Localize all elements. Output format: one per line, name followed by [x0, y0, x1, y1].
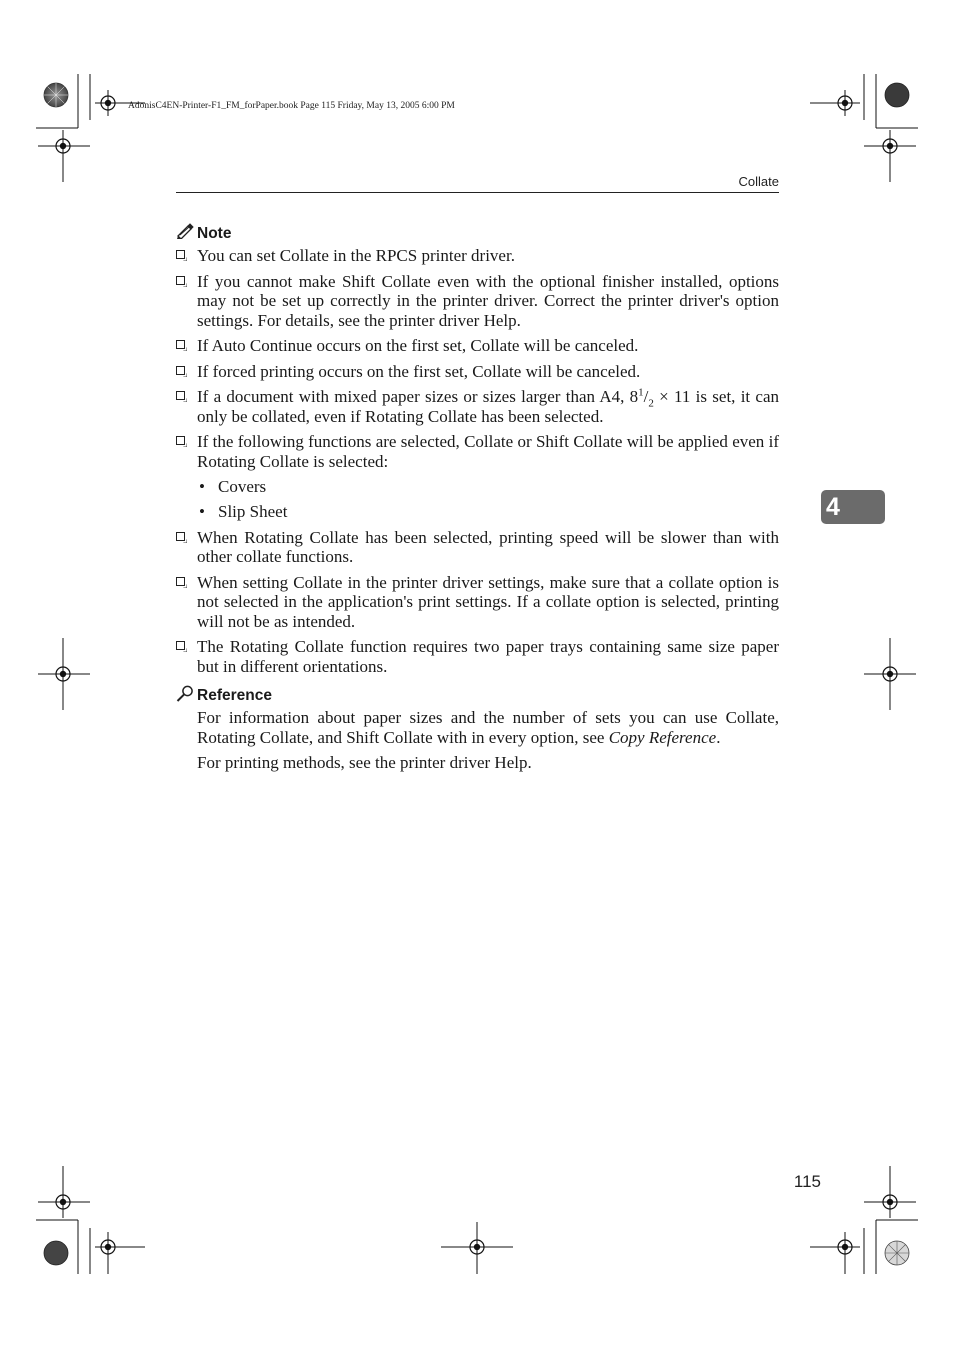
bullet-dot: •: [199, 477, 205, 496]
note-item: When Rotating Collate has been selected, printing speed will be slower than with other collate functions.: [176, 528, 779, 567]
registration-mark-icon: [38, 1166, 90, 1218]
note-item: The Rotating Collate function requires two paper trays containing same size paper but in different orientations.: [176, 637, 779, 676]
note-item: When setting Collate in the printer driver settings, make sure that a collate option is not selected in the application's print settings. If a collate option is selected, printing will not be as intended.: [176, 573, 779, 632]
pencil-icon: [176, 223, 197, 245]
note-item-mixed-sizes: If a document with mixed paper sizes or sizes larger than A4, $8^1/_2 \times 11$ is set, it can only be collated, even if Rotating Collate has been selected.: [176, 387, 779, 426]
note-heading: [176, 222, 779, 246]
checkbox-bullet-icon: [176, 532, 185, 541]
header-rule: [176, 192, 779, 193]
copy-reference-title: Copy Reference: [608, 727, 717, 747]
bullet-dot: •: [199, 502, 205, 521]
registration-mark-icon: [441, 1222, 513, 1274]
color-wheel-icon: [885, 83, 909, 107]
registration-mark-icon: [38, 638, 90, 710]
note-item: If you cannot make Shift Collate even with the optional finisher installed, options may not be set up correctly in the printer driver. Correct the printer driver's option settings. For details, see the printer driver Help.: [176, 272, 779, 331]
color-wheel-icon: [44, 1241, 68, 1265]
registration-mark-icon: [95, 1232, 145, 1274]
registration-mark-icon: [864, 130, 916, 182]
checkbox-bullet-icon: [176, 391, 185, 400]
checkbox-bullet-icon: [176, 577, 185, 586]
registration-mark-icon: [810, 90, 860, 116]
registration-mark-icon: [864, 1166, 916, 1218]
page-number: 115: [793, 1172, 821, 1191]
color-wheel-icon: [44, 83, 68, 107]
note-item: If Auto Continue occurs on the first set, Collate will be canceled.: [176, 336, 779, 356]
note-item: You can set Collate in the RPCS printer driver.: [176, 246, 779, 266]
magnifier-icon: [176, 685, 197, 708]
registration-mark-icon: [38, 130, 90, 182]
reference-paragraph: For information about paper sizes and the number of sets you can use Collate, Rotating Collate, and Shift Collate with in every option, see Copy Reference.: [197, 708, 779, 747]
checkbox-bullet-icon: [176, 276, 185, 285]
checkbox-bullet-icon: [176, 250, 185, 259]
chapter-tab: 4: [821, 490, 885, 524]
function-list: [176, 477, 779, 522]
reference-heading-label: Reference: [197, 687, 272, 705]
reference-heading: [176, 684, 779, 708]
print-slug: AdonisC4EN-Printer-F1_FM_forPaper.book Page 115 Friday, May 13, 2005 6:00 PM: [128, 101, 455, 111]
checkbox-bullet-icon: [176, 641, 185, 650]
registration-mark-icon: [810, 1232, 860, 1274]
color-wheel-icon: [885, 1241, 909, 1265]
list-item: • Covers: [199, 477, 267, 496]
running-head: Collate: [738, 174, 779, 189]
note-item-functions: If the following functions are selected, Collate or Shift Collate will be applied even if Rotating Collate is selected:: [176, 432, 779, 471]
list-item: • Slip Sheet: [199, 502, 288, 521]
main-content: [176, 222, 779, 779]
note-item: If forced printing occurs on the first set, Collate will be canceled.: [176, 362, 779, 382]
checkbox-bullet-icon: [176, 436, 185, 445]
note-heading-label: Note: [197, 225, 232, 243]
registration-mark-icon: [864, 638, 916, 710]
reference-paragraph: For printing methods, see the printer driver Help.: [197, 753, 532, 772]
checkbox-bullet-icon: [176, 366, 185, 375]
checkbox-bullet-icon: [176, 340, 185, 349]
